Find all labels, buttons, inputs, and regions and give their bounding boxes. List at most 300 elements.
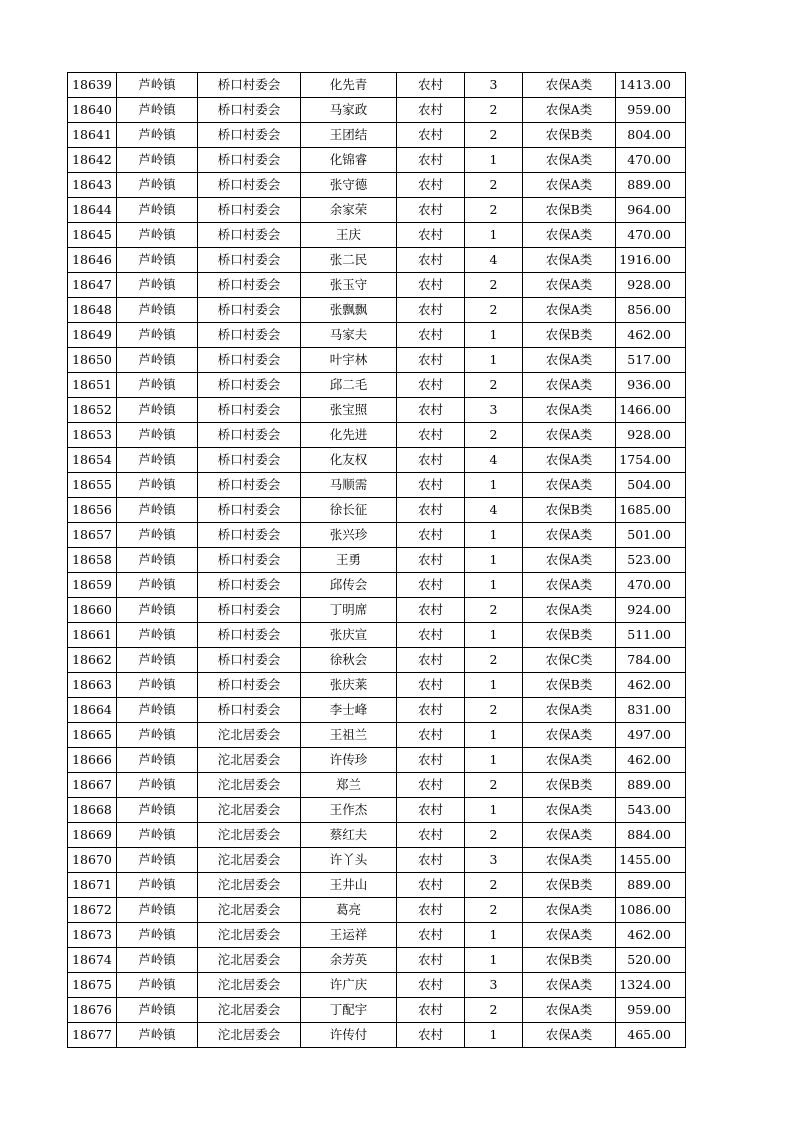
table-row <box>68 448 686 473</box>
record-id-cell: 18677 <box>68 1023 117 1048</box>
area-type-cell: 农村 <box>397 173 465 198</box>
table-row <box>68 723 686 748</box>
category-cell: 农保B类 <box>523 948 616 973</box>
committee-cell: 桥口村委会 <box>198 323 301 348</box>
record-id-cell: 18676 <box>68 998 117 1023</box>
committee-cell: 沱北居委会 <box>198 848 301 873</box>
category-cell: 农保A类 <box>523 973 616 998</box>
town-cell: 芦岭镇 <box>117 748 198 773</box>
amount-cell: 543.00 <box>616 798 686 823</box>
name-cell: 化锦睿 <box>301 148 397 173</box>
name-cell: 王团结 <box>301 123 397 148</box>
area-type-cell: 农村 <box>397 73 465 98</box>
table-row <box>68 148 686 173</box>
household-size-cell: 1 <box>465 723 523 748</box>
category-cell: 农保A类 <box>523 223 616 248</box>
amount-cell: 928.00 <box>616 273 686 298</box>
household-size-cell: 1 <box>465 748 523 773</box>
category-cell: 农保A类 <box>523 723 616 748</box>
record-id-cell: 18670 <box>68 848 117 873</box>
committee-cell: 桥口村委会 <box>198 423 301 448</box>
committee-cell: 桥口村委会 <box>198 448 301 473</box>
name-cell: 许传珍 <box>301 748 397 773</box>
category-cell: 农保A类 <box>523 398 616 423</box>
household-size-cell: 3 <box>465 973 523 998</box>
committee-cell: 桥口村委会 <box>198 698 301 723</box>
name-cell: 王祖兰 <box>301 723 397 748</box>
town-cell: 芦岭镇 <box>117 723 198 748</box>
committee-cell: 沱北居委会 <box>198 1023 301 1048</box>
household-size-cell: 2 <box>465 423 523 448</box>
amount-cell: 497.00 <box>616 723 686 748</box>
table-row <box>68 973 686 998</box>
category-cell: 农保A类 <box>523 848 616 873</box>
amount-cell: 501.00 <box>616 523 686 548</box>
town-cell: 芦岭镇 <box>117 123 198 148</box>
amount-cell: 462.00 <box>616 748 686 773</box>
household-size-cell: 4 <box>465 498 523 523</box>
household-size-cell: 1 <box>465 348 523 373</box>
name-cell: 叶宇林 <box>301 348 397 373</box>
name-cell: 张庆宣 <box>301 623 397 648</box>
amount-cell: 1466.00 <box>616 398 686 423</box>
name-cell: 许广庆 <box>301 973 397 998</box>
record-id-cell: 18673 <box>68 923 117 948</box>
record-id-cell: 18645 <box>68 223 117 248</box>
amount-cell: 523.00 <box>616 548 686 573</box>
household-size-cell: 2 <box>465 998 523 1023</box>
town-cell: 芦岭镇 <box>117 698 198 723</box>
amount-cell: 856.00 <box>616 298 686 323</box>
household-size-cell: 2 <box>465 373 523 398</box>
amount-cell: 924.00 <box>616 598 686 623</box>
household-size-cell: 1 <box>465 523 523 548</box>
category-cell: 农保A类 <box>523 248 616 273</box>
town-cell: 芦岭镇 <box>117 823 198 848</box>
area-type-cell: 农村 <box>397 448 465 473</box>
household-size-cell: 2 <box>465 698 523 723</box>
category-cell: 农保A类 <box>523 1023 616 1048</box>
town-cell: 芦岭镇 <box>117 73 198 98</box>
category-cell: 农保A类 <box>523 298 616 323</box>
committee-cell: 桥口村委会 <box>198 498 301 523</box>
household-size-cell: 3 <box>465 848 523 873</box>
amount-cell: 462.00 <box>616 923 686 948</box>
name-cell: 化先青 <box>301 73 397 98</box>
household-size-cell: 2 <box>465 123 523 148</box>
household-size-cell: 2 <box>465 823 523 848</box>
household-size-cell: 4 <box>465 248 523 273</box>
table-row <box>68 348 686 373</box>
record-id-cell: 18655 <box>68 473 117 498</box>
household-size-cell: 3 <box>465 398 523 423</box>
committee-cell: 沱北居委会 <box>198 773 301 798</box>
table-row <box>68 223 686 248</box>
record-id-cell: 18665 <box>68 723 117 748</box>
record-id-cell: 18663 <box>68 673 117 698</box>
record-id-cell: 18641 <box>68 123 117 148</box>
category-cell: 农保B类 <box>523 123 616 148</box>
town-cell: 芦岭镇 <box>117 298 198 323</box>
amount-cell: 889.00 <box>616 773 686 798</box>
amount-cell: 804.00 <box>616 123 686 148</box>
table-row <box>68 548 686 573</box>
record-id-cell: 18671 <box>68 873 117 898</box>
area-type-cell: 农村 <box>397 423 465 448</box>
area-type-cell: 农村 <box>397 523 465 548</box>
name-cell: 邱传会 <box>301 573 397 598</box>
area-type-cell: 农村 <box>397 823 465 848</box>
town-cell: 芦岭镇 <box>117 898 198 923</box>
area-type-cell: 农村 <box>397 398 465 423</box>
town-cell: 芦岭镇 <box>117 973 198 998</box>
category-cell: 农保A类 <box>523 373 616 398</box>
table-row <box>68 198 686 223</box>
record-id-cell: 18652 <box>68 398 117 423</box>
household-size-cell: 1 <box>465 223 523 248</box>
town-cell: 芦岭镇 <box>117 523 198 548</box>
committee-cell: 桥口村委会 <box>198 648 301 673</box>
record-id-cell: 18659 <box>68 573 117 598</box>
table-row <box>68 173 686 198</box>
record-id-cell: 18675 <box>68 973 117 998</box>
town-cell: 芦岭镇 <box>117 623 198 648</box>
category-cell: 农保B类 <box>523 198 616 223</box>
name-cell: 徐长征 <box>301 498 397 523</box>
category-cell: 农保B类 <box>523 873 616 898</box>
table-body <box>68 73 686 1048</box>
area-type-cell: 农村 <box>397 348 465 373</box>
committee-cell: 沱北居委会 <box>198 923 301 948</box>
amount-cell: 928.00 <box>616 423 686 448</box>
committee-cell: 沱北居委会 <box>198 748 301 773</box>
category-cell: 农保A类 <box>523 698 616 723</box>
household-size-cell: 1 <box>465 623 523 648</box>
committee-cell: 桥口村委会 <box>198 523 301 548</box>
category-cell: 农保B类 <box>523 498 616 523</box>
household-size-cell: 2 <box>465 648 523 673</box>
name-cell: 王井山 <box>301 873 397 898</box>
area-type-cell: 农村 <box>397 623 465 648</box>
table-row <box>68 998 686 1023</box>
committee-cell: 桥口村委会 <box>198 248 301 273</box>
name-cell: 化友权 <box>301 448 397 473</box>
record-id-cell: 18672 <box>68 898 117 923</box>
amount-cell: 1916.00 <box>616 248 686 273</box>
records-table <box>67 72 686 1048</box>
table-row <box>68 473 686 498</box>
record-id-cell: 18660 <box>68 598 117 623</box>
committee-cell: 桥口村委会 <box>198 148 301 173</box>
committee-cell: 桥口村委会 <box>198 623 301 648</box>
name-cell: 马家政 <box>301 98 397 123</box>
category-cell: 农保B类 <box>523 773 616 798</box>
town-cell: 芦岭镇 <box>117 248 198 273</box>
town-cell: 芦岭镇 <box>117 548 198 573</box>
area-type-cell: 农村 <box>397 898 465 923</box>
town-cell: 芦岭镇 <box>117 373 198 398</box>
record-id-cell: 18653 <box>68 423 117 448</box>
amount-cell: 884.00 <box>616 823 686 848</box>
amount-cell: 1685.00 <box>616 498 686 523</box>
area-type-cell: 农村 <box>397 948 465 973</box>
name-cell: 王运祥 <box>301 923 397 948</box>
area-type-cell: 农村 <box>397 273 465 298</box>
town-cell: 芦岭镇 <box>117 598 198 623</box>
household-size-cell: 1 <box>465 1023 523 1048</box>
category-cell: 农保A类 <box>523 923 616 948</box>
record-id-cell: 18640 <box>68 98 117 123</box>
area-type-cell: 农村 <box>397 573 465 598</box>
table-row <box>68 898 686 923</box>
amount-cell: 462.00 <box>616 673 686 698</box>
area-type-cell: 农村 <box>397 648 465 673</box>
household-size-cell: 2 <box>465 198 523 223</box>
record-id-cell: 18669 <box>68 823 117 848</box>
amount-cell: 517.00 <box>616 348 686 373</box>
household-size-cell: 4 <box>465 448 523 473</box>
committee-cell: 桥口村委会 <box>198 98 301 123</box>
table-row <box>68 773 686 798</box>
committee-cell: 沱北居委会 <box>198 948 301 973</box>
amount-cell: 1086.00 <box>616 898 686 923</box>
name-cell: 郑兰 <box>301 773 397 798</box>
name-cell: 余芳英 <box>301 948 397 973</box>
amount-cell: 470.00 <box>616 573 686 598</box>
area-type-cell: 农村 <box>397 973 465 998</box>
record-id-cell: 18661 <box>68 623 117 648</box>
amount-cell: 959.00 <box>616 98 686 123</box>
town-cell: 芦岭镇 <box>117 198 198 223</box>
name-cell: 王庆 <box>301 223 397 248</box>
committee-cell: 桥口村委会 <box>198 198 301 223</box>
amount-cell: 1455.00 <box>616 848 686 873</box>
area-type-cell: 农村 <box>397 723 465 748</box>
committee-cell: 沱北居委会 <box>198 998 301 1023</box>
table-row <box>68 698 686 723</box>
amount-cell: 465.00 <box>616 1023 686 1048</box>
committee-cell: 桥口村委会 <box>198 598 301 623</box>
household-size-cell: 1 <box>465 473 523 498</box>
town-cell: 芦岭镇 <box>117 323 198 348</box>
area-type-cell: 农村 <box>397 498 465 523</box>
household-size-cell: 1 <box>465 673 523 698</box>
household-size-cell: 1 <box>465 548 523 573</box>
town-cell: 芦岭镇 <box>117 1023 198 1048</box>
committee-cell: 桥口村委会 <box>198 673 301 698</box>
amount-cell: 784.00 <box>616 648 686 673</box>
table-row <box>68 273 686 298</box>
committee-cell: 桥口村委会 <box>198 73 301 98</box>
table-row <box>68 748 686 773</box>
town-cell: 芦岭镇 <box>117 148 198 173</box>
table-row <box>68 123 686 148</box>
table-row <box>68 823 686 848</box>
committee-cell: 桥口村委会 <box>198 373 301 398</box>
name-cell: 张庆莱 <box>301 673 397 698</box>
town-cell: 芦岭镇 <box>117 573 198 598</box>
name-cell: 王勇 <box>301 548 397 573</box>
area-type-cell: 农村 <box>397 798 465 823</box>
record-id-cell: 18654 <box>68 448 117 473</box>
town-cell: 芦岭镇 <box>117 848 198 873</box>
record-id-cell: 18644 <box>68 198 117 223</box>
record-id-cell: 18648 <box>68 298 117 323</box>
name-cell: 张兴珍 <box>301 523 397 548</box>
town-cell: 芦岭镇 <box>117 173 198 198</box>
name-cell: 马顺需 <box>301 473 397 498</box>
town-cell: 芦岭镇 <box>117 923 198 948</box>
town-cell: 芦岭镇 <box>117 98 198 123</box>
record-id-cell: 18666 <box>68 748 117 773</box>
record-id-cell: 18649 <box>68 323 117 348</box>
amount-cell: 1324.00 <box>616 973 686 998</box>
record-id-cell: 18646 <box>68 248 117 273</box>
committee-cell: 桥口村委会 <box>198 573 301 598</box>
committee-cell: 沱北居委会 <box>198 823 301 848</box>
category-cell: 农保A类 <box>523 73 616 98</box>
record-id-cell: 18650 <box>68 348 117 373</box>
table-row <box>68 248 686 273</box>
household-size-cell: 2 <box>465 98 523 123</box>
category-cell: 农保B类 <box>523 323 616 348</box>
area-type-cell: 农村 <box>397 98 465 123</box>
category-cell: 农保A类 <box>523 823 616 848</box>
town-cell: 芦岭镇 <box>117 948 198 973</box>
category-cell: 农保A类 <box>523 348 616 373</box>
area-type-cell: 农村 <box>397 673 465 698</box>
record-id-cell: 18668 <box>68 798 117 823</box>
category-cell: 农保B类 <box>523 673 616 698</box>
category-cell: 农保A类 <box>523 473 616 498</box>
household-size-cell: 2 <box>465 298 523 323</box>
household-size-cell: 3 <box>465 73 523 98</box>
household-size-cell: 1 <box>465 573 523 598</box>
amount-cell: 889.00 <box>616 873 686 898</box>
category-cell: 农保A类 <box>523 798 616 823</box>
category-cell: 农保A类 <box>523 173 616 198</box>
town-cell: 芦岭镇 <box>117 448 198 473</box>
category-cell: 农保A类 <box>523 148 616 173</box>
table-row <box>68 598 686 623</box>
amount-cell: 462.00 <box>616 323 686 348</box>
table-row <box>68 848 686 873</box>
table-row <box>68 498 686 523</box>
household-size-cell: 1 <box>465 948 523 973</box>
record-id-cell: 18664 <box>68 698 117 723</box>
category-cell: 农保A类 <box>523 598 616 623</box>
household-size-cell: 2 <box>465 173 523 198</box>
table-row <box>68 873 686 898</box>
household-size-cell: 2 <box>465 873 523 898</box>
committee-cell: 沱北居委会 <box>198 973 301 998</box>
name-cell: 丁配宇 <box>301 998 397 1023</box>
amount-cell: 470.00 <box>616 148 686 173</box>
area-type-cell: 农村 <box>397 548 465 573</box>
household-size-cell: 1 <box>465 923 523 948</box>
area-type-cell: 农村 <box>397 748 465 773</box>
name-cell: 余家荣 <box>301 198 397 223</box>
committee-cell: 桥口村委会 <box>198 273 301 298</box>
name-cell: 李士峰 <box>301 698 397 723</box>
record-id-cell: 18656 <box>68 498 117 523</box>
committee-cell: 沱北居委会 <box>198 798 301 823</box>
record-id-cell: 18674 <box>68 948 117 973</box>
household-size-cell: 2 <box>465 773 523 798</box>
town-cell: 芦岭镇 <box>117 223 198 248</box>
table-row <box>68 648 686 673</box>
record-id-cell: 18667 <box>68 773 117 798</box>
town-cell: 芦岭镇 <box>117 873 198 898</box>
category-cell: 农保A类 <box>523 448 616 473</box>
amount-cell: 511.00 <box>616 623 686 648</box>
area-type-cell: 农村 <box>397 998 465 1023</box>
town-cell: 芦岭镇 <box>117 798 198 823</box>
town-cell: 芦岭镇 <box>117 398 198 423</box>
committee-cell: 沱北居委会 <box>198 898 301 923</box>
name-cell: 邱二毛 <box>301 373 397 398</box>
table-row <box>68 673 686 698</box>
table-row <box>68 98 686 123</box>
town-cell: 芦岭镇 <box>117 998 198 1023</box>
category-cell: 农保A类 <box>523 573 616 598</box>
amount-cell: 520.00 <box>616 948 686 973</box>
table-row <box>68 73 686 98</box>
committee-cell: 桥口村委会 <box>198 348 301 373</box>
amount-cell: 936.00 <box>616 373 686 398</box>
amount-cell: 831.00 <box>616 698 686 723</box>
record-id-cell: 18639 <box>68 73 117 98</box>
amount-cell: 889.00 <box>616 173 686 198</box>
name-cell: 丁明席 <box>301 598 397 623</box>
name-cell: 张飘飘 <box>301 298 397 323</box>
record-id-cell: 18662 <box>68 648 117 673</box>
category-cell: 农保C类 <box>523 648 616 673</box>
record-id-cell: 18658 <box>68 548 117 573</box>
table-row <box>68 423 686 448</box>
record-id-cell: 18657 <box>68 523 117 548</box>
name-cell: 张玉守 <box>301 273 397 298</box>
amount-cell: 470.00 <box>616 223 686 248</box>
area-type-cell: 农村 <box>397 298 465 323</box>
committee-cell: 桥口村委会 <box>198 123 301 148</box>
area-type-cell: 农村 <box>397 698 465 723</box>
category-cell: 农保A类 <box>523 748 616 773</box>
town-cell: 芦岭镇 <box>117 673 198 698</box>
table-row <box>68 523 686 548</box>
table-row <box>68 948 686 973</box>
name-cell: 徐秋会 <box>301 648 397 673</box>
town-cell: 芦岭镇 <box>117 273 198 298</box>
committee-cell: 桥口村委会 <box>198 223 301 248</box>
category-cell: 农保A类 <box>523 898 616 923</box>
town-cell: 芦岭镇 <box>117 498 198 523</box>
household-size-cell: 2 <box>465 273 523 298</box>
record-id-cell: 18642 <box>68 148 117 173</box>
household-size-cell: 2 <box>465 898 523 923</box>
town-cell: 芦岭镇 <box>117 648 198 673</box>
town-cell: 芦岭镇 <box>117 473 198 498</box>
table-row <box>68 623 686 648</box>
name-cell: 王作杰 <box>301 798 397 823</box>
name-cell: 张守德 <box>301 173 397 198</box>
town-cell: 芦岭镇 <box>117 773 198 798</box>
area-type-cell: 农村 <box>397 123 465 148</box>
amount-cell: 959.00 <box>616 998 686 1023</box>
name-cell: 化先进 <box>301 423 397 448</box>
record-id-cell: 18647 <box>68 273 117 298</box>
table-row <box>68 1023 686 1048</box>
